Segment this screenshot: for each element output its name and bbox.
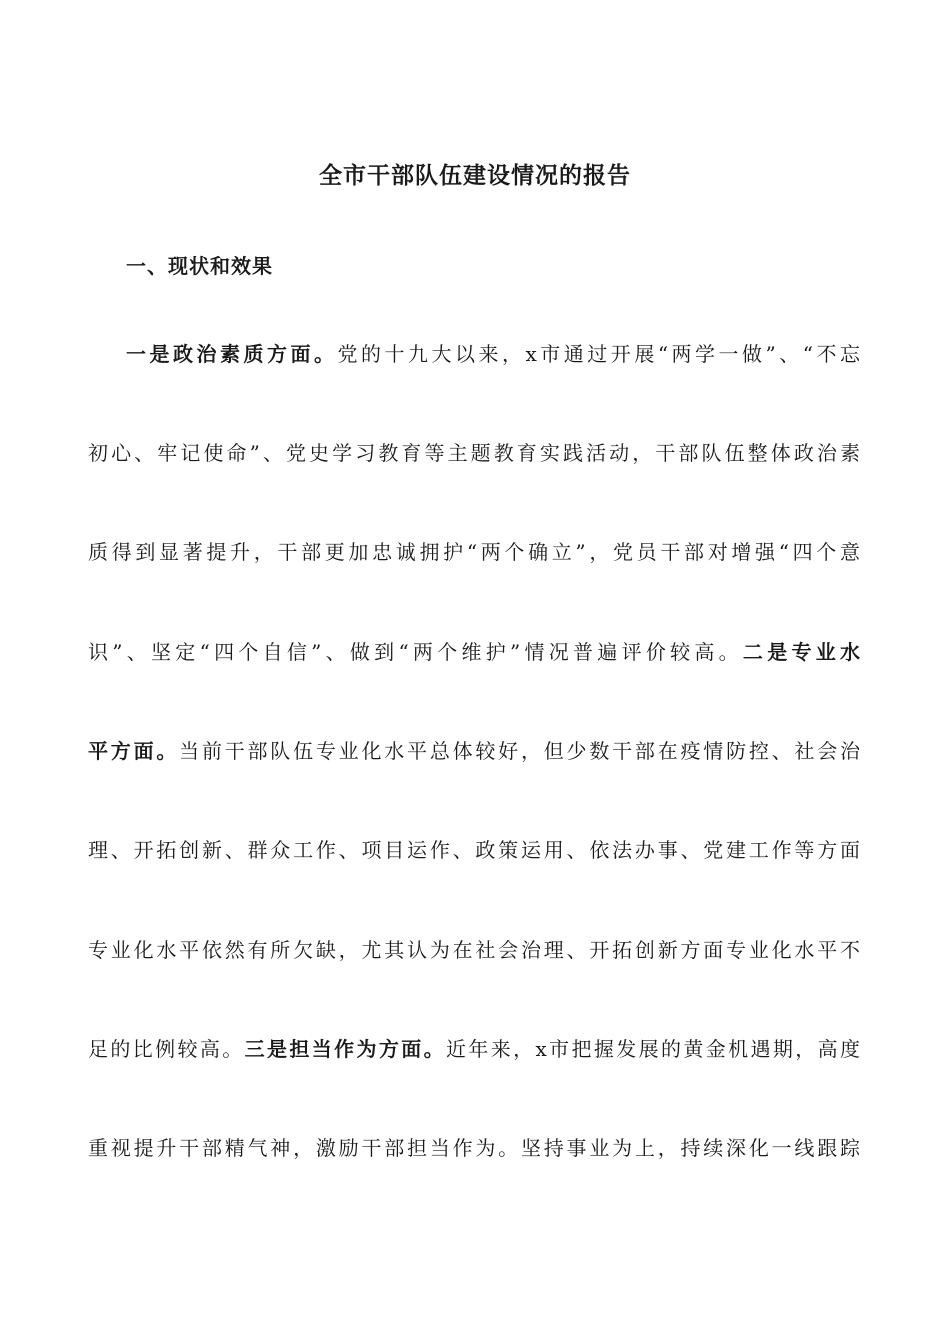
bold-lead-phrase: 三是担当作为方面。: [244, 1037, 446, 1061]
paragraph-line: [88, 733, 860, 769]
bold-lead-phrase: 平方面。: [88, 739, 180, 763]
paragraph-line: [88, 634, 860, 670]
body-text: 识”、坚定“四个自信”、做到“两个维护”情况普遍评价较高。: [88, 640, 743, 664]
body-text: 理、开拓创新、群众工作、项目运作、政策运用、依法办事、党建工作等方面: [88, 838, 860, 862]
paragraph-line: [88, 832, 860, 868]
paragraph-line: [88, 932, 860, 968]
paragraph-line: [88, 435, 860, 471]
paragraph-line: [88, 534, 860, 570]
bold-lead-phrase: 一是政治素质方面。: [126, 342, 338, 366]
body-text: 初心、牢记使命”、党史学习教育等主题教育实践活动，干部队伍整体政治素: [88, 441, 860, 465]
body-text: 重视提升干部精气神，激励干部担当作为。坚持事业为上，持续深化一线跟踪: [88, 1136, 860, 1160]
paragraph-line: [126, 336, 860, 372]
section-heading: 一、现状和效果: [126, 254, 273, 278]
paragraph-line: [88, 1031, 860, 1067]
body-text: 党的十九大以来，x市通过开展“两学一做”、“不忘: [337, 342, 860, 366]
paragraph-line: [88, 1130, 860, 1166]
body-text: 当前干部队伍专业化水平总体较好，但少数干部在疫情防控、社会治: [179, 739, 860, 763]
document-title: 全市干部队伍建设情况的报告: [319, 162, 631, 189]
body-text: 质得到显著提升，干部更加忠诚拥护“两个确立”，党员干部对增强“四个意: [88, 540, 860, 564]
body-text: 专业化水平依然有所欠缺，尤其认为在社会治理、开拓创新方面专业化水平不: [88, 938, 860, 962]
body-text: 近年来，x市把握发展的黄金机遇期，高度: [446, 1037, 860, 1061]
bold-lead-phrase: 二是专业水: [742, 640, 860, 664]
body-text: 足的比例较高。: [88, 1037, 245, 1061]
